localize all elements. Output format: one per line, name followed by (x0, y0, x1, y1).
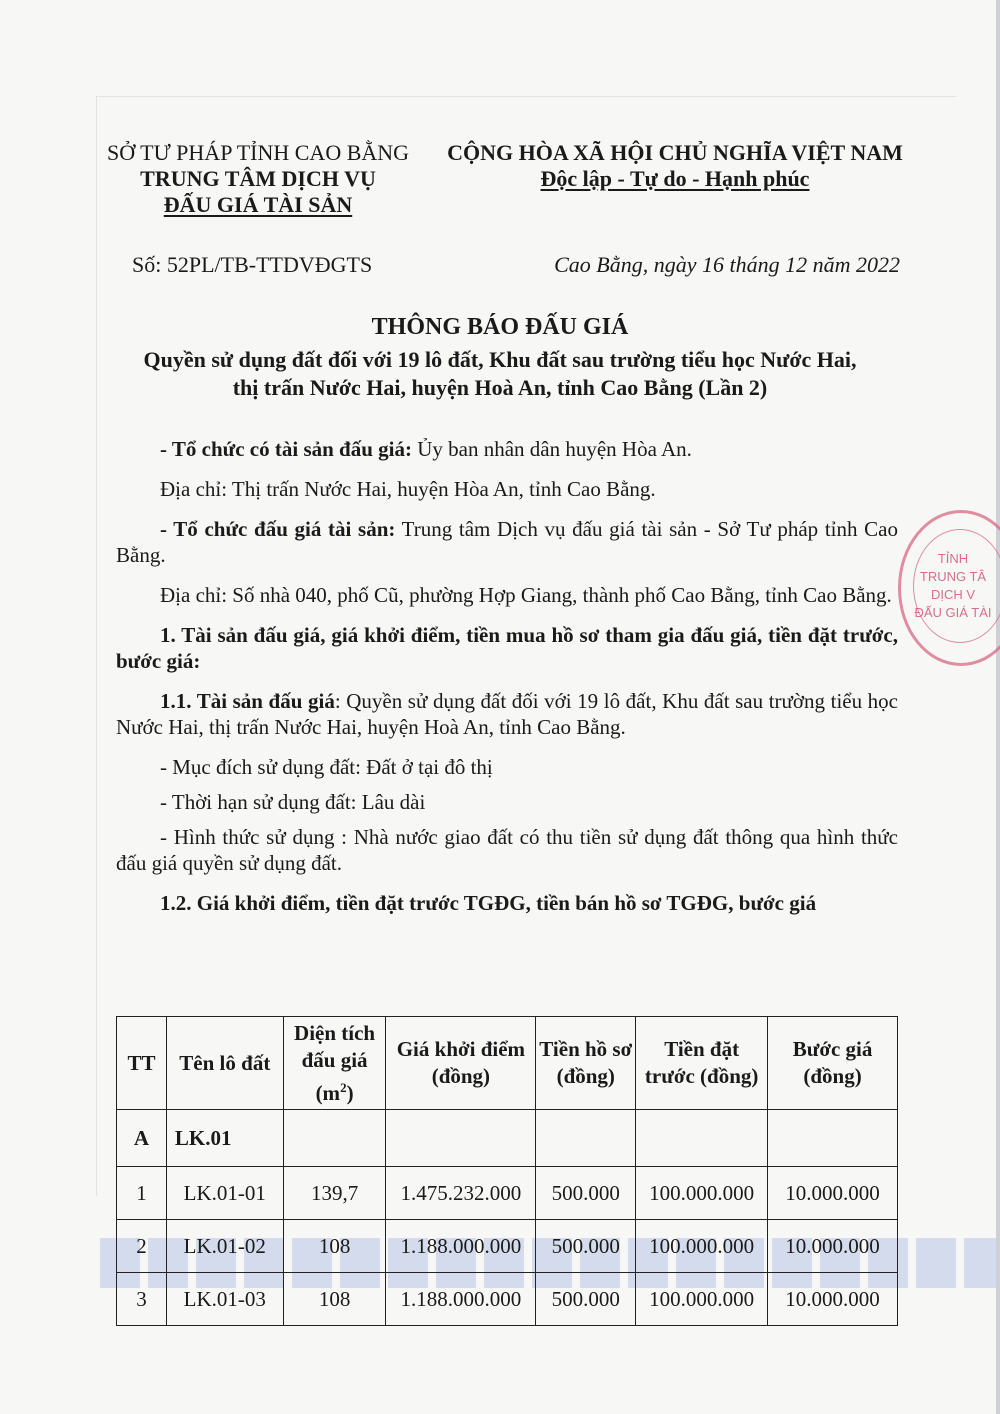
subtitle-line-2: thị trấn Nước Hai, huyện Hoà An, tỉnh Cao Bằng (Lần 2) (232, 375, 768, 400)
row-deposit: 100.000.000 (636, 1220, 768, 1273)
price-table (116, 1016, 898, 1326)
empty-cell (536, 1110, 636, 1167)
owner-org-paragraph (116, 436, 898, 462)
usage-form: - Hình thức sử dụng : Nhà nước giao đất có thu tiền sử dụng đất thông qua hình thức đấu giá quyền sử dụng đất. (116, 825, 898, 875)
group-name: LK.01 (166, 1110, 283, 1167)
header-tt: TT (117, 1017, 167, 1110)
show-through-line (96, 96, 97, 1196)
row-step: 10.000.000 (768, 1167, 898, 1220)
row-fee: 500.000 (536, 1273, 636, 1326)
row-start-price: 1.188.000.000 (386, 1220, 536, 1273)
table-row (117, 1167, 898, 1220)
header-step: Bước giá (đồng) (768, 1017, 898, 1110)
row-tt: 1 (117, 1167, 167, 1220)
header-area-close: ) (346, 1080, 354, 1105)
national-motto (440, 140, 910, 192)
empty-cell (386, 1110, 536, 1167)
place-date: Cao Bằng, ngày 16 tháng 12 năm 2022 (554, 252, 900, 277)
row-area: 108 (283, 1220, 386, 1273)
row-fee: 500.000 (536, 1220, 636, 1273)
page-title: THÔNG BÁO ĐẤU GIÁ (371, 314, 629, 340)
seal-line: DỊCH V (930, 587, 976, 602)
row-step: 10.000.000 (768, 1273, 898, 1326)
group-tt: A (117, 1110, 167, 1167)
row-deposit: 100.000.000 (636, 1273, 768, 1326)
header-start-price: Giá khởi điểm (đồng) (386, 1017, 536, 1110)
subtitle-line-1: Quyền sử dụng đất đối với 19 lô đất, Khu đất sau trường tiểu học Nước Hai, (143, 347, 857, 372)
country-name: CỘNG HÒA XÃ HỘI CHỦ NGHĨA VIỆT NAM (447, 140, 903, 165)
row-start-price: 1.475.232.000 (386, 1167, 536, 1220)
section-1-text: 1. Tài sản đấu giá, giá khởi điểm, tiền mua hồ sơ tham gia đấu giá, tiền đặt trước, bước giá: (116, 623, 898, 673)
header-deposit: Tiền đặt trước (đồng) (636, 1017, 768, 1110)
auction-org-label: - Tổ chức đấu giá tài sản: (160, 517, 396, 541)
row-name: LK.01-01 (166, 1167, 283, 1220)
motto: Độc lập - Tự do - Hạnh phúc (540, 166, 810, 191)
seal-line: TRUNG TÂ (919, 569, 987, 584)
header-area (283, 1017, 386, 1110)
row-tt: 3 (117, 1273, 167, 1326)
auction-org-value: Trung tâm Dịch vụ đấu giá tài sản - Sở Tư pháp tỉnh Cao Bằng. (116, 517, 898, 567)
owner-org-label: - Tổ chức có tài sản đấu giá: (160, 437, 412, 461)
row-name: LK.01-02 (166, 1220, 283, 1273)
row-tt: 2 (117, 1220, 167, 1273)
row-fee: 500.000 (536, 1167, 636, 1220)
section-1-2-heading (116, 890, 898, 916)
issuer-block (88, 140, 428, 218)
row-area: 108 (283, 1273, 386, 1326)
issuer-line-3: ĐẤU GIÁ TÀI SẢN (163, 192, 353, 217)
table-row (117, 1273, 898, 1326)
empty-cell (283, 1110, 386, 1167)
page-subtitle (100, 346, 900, 402)
table-row (117, 1220, 898, 1273)
table-header-row (117, 1017, 898, 1110)
land-purpose: - Mục đích sử dụng đất: Đất ở tại đô thị (160, 755, 493, 779)
land-term: - Thời hạn sử dụng đất: Lâu dài (160, 790, 426, 814)
owner-org-value: Ủy ban nhân dân huyện Hòa An. (411, 437, 692, 461)
auction-org-paragraph (116, 516, 898, 568)
header-area-sup: 2 (340, 1079, 347, 1095)
document-number: Số: 52PL/TB-TTDVĐGTS (132, 252, 373, 277)
empty-cell (768, 1110, 898, 1167)
row-start-price: 1.188.000.000 (386, 1273, 536, 1326)
header-area-text: Diện tích đấu giá (m (294, 1020, 376, 1105)
header-name: Tên lô đất (166, 1017, 283, 1110)
show-through-line (96, 96, 956, 97)
section-1-1-paragraph (116, 688, 898, 740)
row-deposit: 100.000.000 (636, 1167, 768, 1220)
issuer-line-2: TRUNG TÂM DỊCH VỤ (140, 166, 376, 191)
auction-address: Địa chỉ: Số nhà 040, phố Cũ, phường Hợp Giang, thành phố Cao Bằng, tỉnh Cao Bằng. (160, 583, 892, 607)
section-1-1-label: 1.1. Tài sản đấu giá (160, 689, 335, 713)
seal-line: TỈNH (937, 551, 969, 566)
empty-cell (636, 1110, 768, 1167)
row-area: 139,7 (283, 1167, 386, 1220)
issuer-line-1: SỞ TƯ PHÁP TỈNH CAO BẰNG (106, 140, 410, 165)
section-1-heading (116, 622, 898, 674)
row-name: LK.01-03 (166, 1273, 283, 1326)
header-fee: Tiền hồ sơ (đồng) (536, 1017, 636, 1110)
seal-text (908, 550, 998, 622)
seal-line: ĐẤU GIÁ TÀI (914, 605, 992, 620)
document-body (116, 436, 898, 930)
table-group-row (117, 1110, 898, 1167)
row-step: 10.000.000 (768, 1220, 898, 1273)
owner-address: Địa chỉ: Thị trấn Nước Hai, huyện Hòa An, tỉnh Cao Bằng. (160, 477, 656, 501)
scan-edge (996, 0, 1000, 1414)
section-1-1-value: : Quyền sử dụng đất đối với 19 lô đất, Khu đất sau trường tiểu học Nước Hai, thị trấn Nước Hai, huyện Hoà An, tỉnh Cao Bằng. (116, 689, 898, 739)
section-1-2-text: 1.2. Giá khởi điểm, tiền đặt trước TGĐG, tiền bán hồ sơ TGĐG, bước giá (160, 891, 817, 915)
